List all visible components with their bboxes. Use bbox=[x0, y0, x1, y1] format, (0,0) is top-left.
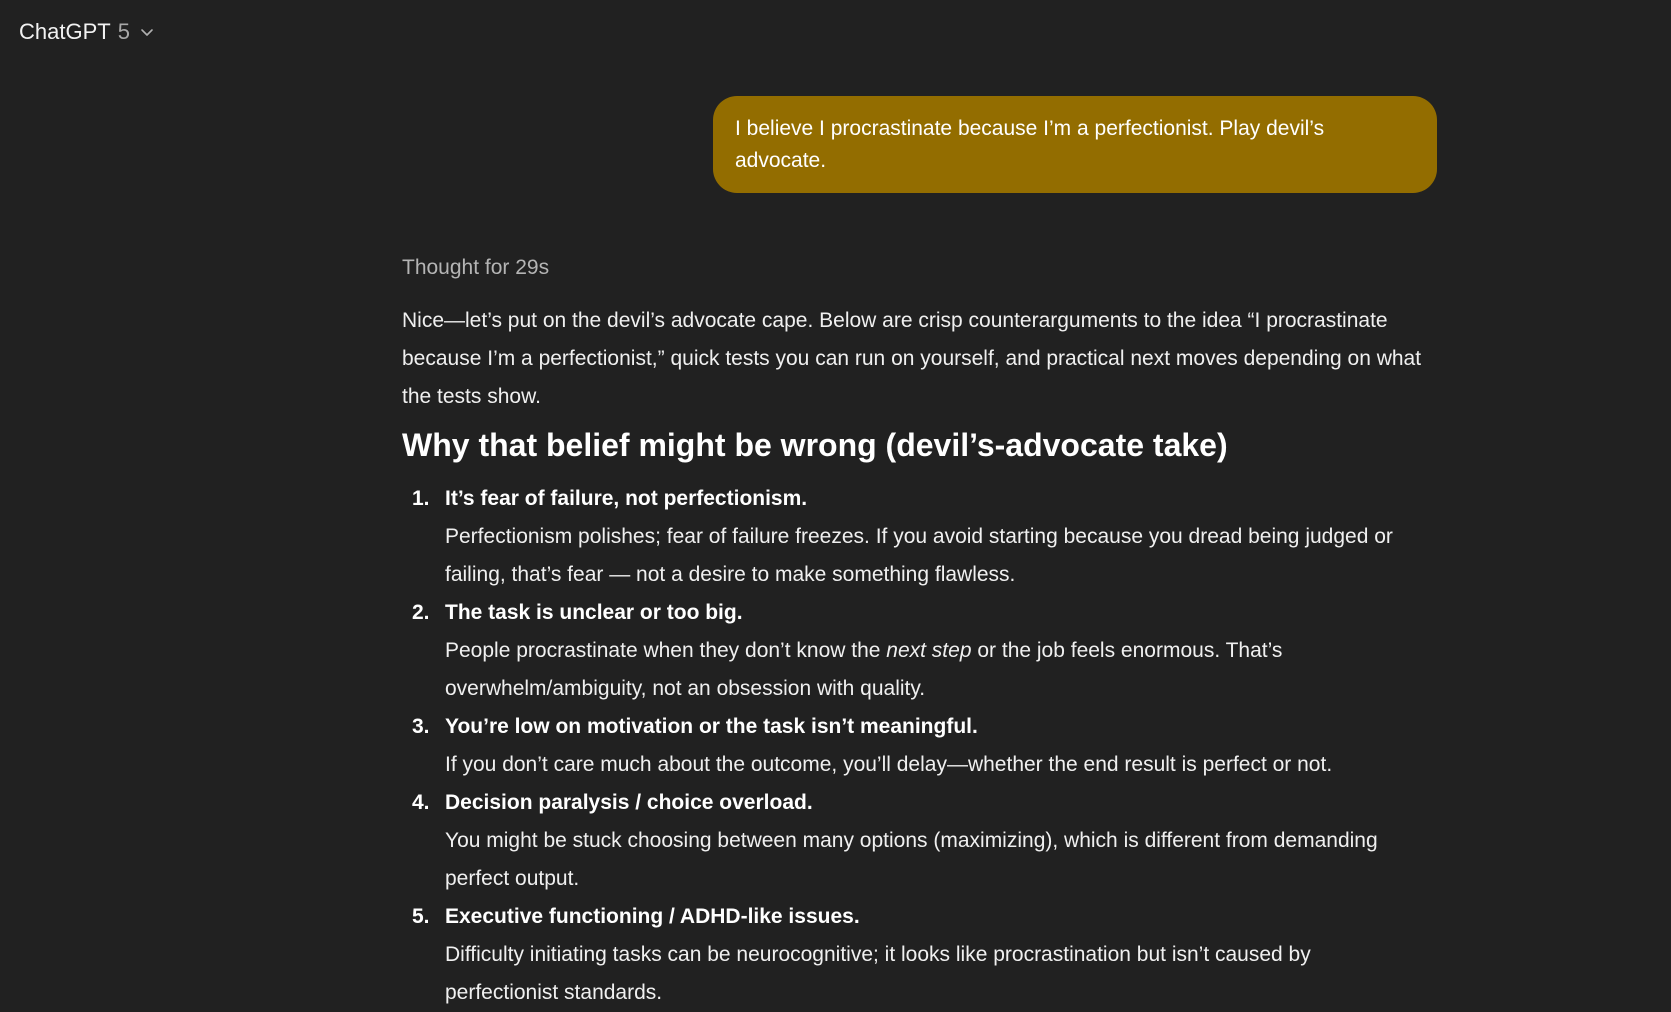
list-item-body: You might be stuck choosing between many options (maximizing), which is different from demanding perfect output. bbox=[445, 829, 1378, 890]
chevron-down-icon bbox=[139, 24, 155, 40]
list-item bbox=[402, 708, 1427, 784]
list-item-title: You’re low on motivation or the task isn’t meaningful. bbox=[445, 715, 978, 738]
assistant-intro-paragraph: Nice—let’s put on the devil’s advocate cape. Below are crisp counterarguments to the idea “I procrastinate because I’m a perfectionist,” quick tests you can run on yourself, and practical next moves depending on what the tests show. bbox=[402, 309, 1422, 408]
list-item-body: If you don’t care much about the outcome, you’ll delay—whether the end result is perfect or not. bbox=[445, 753, 1333, 776]
section-heading: Why that belief might be wrong (devil’s-advocate take) bbox=[402, 427, 1228, 463]
counterargument-list bbox=[402, 480, 1427, 1012]
list-item-title: It’s fear of failure, not perfectionism. bbox=[445, 487, 808, 510]
list-item-body-end: or the job feels enormous. That’s overwhelm/ambiguity, not an obsession with quality. bbox=[445, 639, 1283, 700]
model-name: ChatGPT bbox=[19, 19, 111, 44]
user-message-bubble bbox=[713, 96, 1437, 193]
thought-duration-toggle[interactable]: Thought for 29s bbox=[402, 256, 550, 279]
list-item-body bbox=[445, 632, 1427, 708]
list-item-body: Difficulty initiating tasks can be neurocognitive; it looks like procrastination but isn’t caused by perfectionist standards. bbox=[445, 943, 1311, 1004]
list-item-body: Perfectionism polishes; fear of failure freezes. If you avoid starting because you dread being judged or failing, that’s fear — not a desire to make something flawless. bbox=[445, 525, 1393, 586]
list-item-number: 5. bbox=[412, 905, 430, 928]
list-item-title: Executive functioning / ADHD-like issues. bbox=[445, 905, 860, 928]
list-item-number: 1. bbox=[412, 487, 430, 510]
list-item-body-start: People procrastinate when they don’t know the bbox=[445, 639, 887, 662]
list-item-title: Decision paralysis / choice overload. bbox=[445, 791, 813, 814]
list-item-title: The task is unclear or too big. bbox=[445, 601, 743, 624]
model-version: 5 bbox=[117, 19, 130, 44]
model-selector[interactable] bbox=[19, 14, 155, 50]
list-item-number: 3. bbox=[412, 715, 430, 738]
user-message-text: I believe I procrastinate because I’m a perfectionist. Play devil’s advocate. bbox=[735, 117, 1325, 172]
list-item-number: 2. bbox=[412, 601, 430, 624]
list-item bbox=[402, 784, 1427, 898]
list-item-body-emphasis: next step bbox=[886, 639, 972, 662]
list-item bbox=[402, 480, 1427, 594]
list-item bbox=[402, 898, 1427, 1012]
list-item bbox=[402, 594, 1427, 708]
assistant-message bbox=[402, 252, 1427, 1012]
list-item-number: 4. bbox=[412, 791, 430, 814]
